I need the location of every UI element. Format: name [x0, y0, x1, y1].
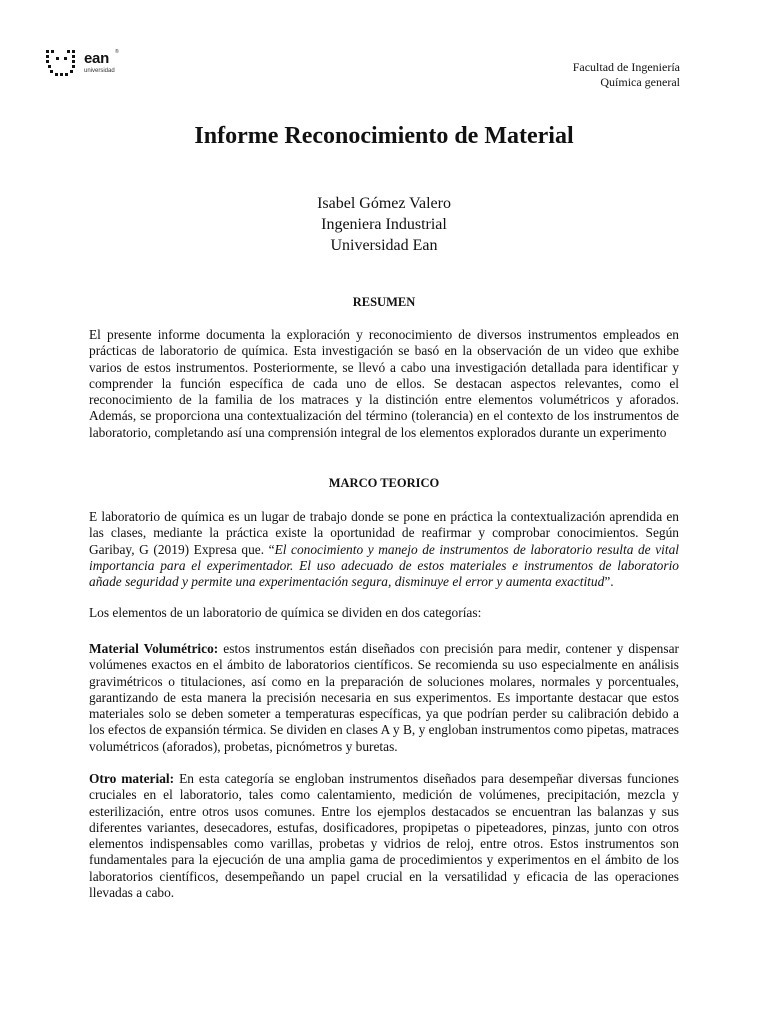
- marco-intro-paragraph: [89, 509, 679, 590]
- author-name: Isabel Gómez Valero: [317, 195, 451, 212]
- marco-intro-end: ”.: [604, 574, 614, 590]
- volumetric-paragraph: [89, 641, 679, 755]
- author-role: Ingeniera Industrial: [321, 216, 447, 233]
- marco-teorico-heading: MARCO TEORICO: [328, 476, 440, 490]
- marco-intro-text: E laboratorio de química es un lugar de trabajo donde se pone en práctica la contextualización aprendida en las clases, mediante la práctica existe la oportunidad de reafirmar y comprobar conocimientos. Según Garibay, G (2019) Expresa que. “: [89, 509, 679, 557]
- volumetric-text: estos instrumentos están diseñados con precisión para medir, contener y dispensar volúmenes exactos en el ámbito de laboratorios científicos. Se recomienda su uso especialmente en análisis gravimétricos o titulaciones, así como en la preparación de soluciones molares, normales y porcentuales, garantizando de esta manera la precisión necesaria en sus experimentos. Es importante destacar que estos materiales solo se deben someter a temperaturas específicas, ya que podrían perder su calibración debido a los efectos de expansión térmica. Se dividen en clases A y B, y engloban instrumentos como pipetas, matraces volumétricos (aforados), probetas, picnómetros y buretas.: [89, 641, 679, 754]
- author-university: Universidad Ean: [330, 237, 438, 254]
- logo-dots-icon: [44, 44, 80, 80]
- course-label: Química general: [600, 75, 680, 89]
- categories-paragraph: Los elementos de un laboratorio de química se dividen en dos categorías:: [89, 605, 482, 620]
- document-header: [573, 60, 680, 90]
- logo-subtitle: universidad: [84, 68, 115, 74]
- marco-intro-quote: El conocimiento y manejo de instrumentos de laboratorio resulta de vital importancia para el experimentador. El uso adecuado de estos materiales e instrumentos de laboratorio añade seguridad y permite una experimentación segura, disminuye el error y aumenta exactitud: [89, 541, 679, 590]
- other-material-label: Otro material:: [89, 771, 175, 786]
- resumen-heading: RESUMEN: [352, 295, 416, 309]
- logo-wordmark: ean: [84, 50, 109, 67]
- resumen-paragraph: El presente informe documenta la exploración y reconocimiento de diversos instrumentos empleados en prácticas de laboratorio de química. Esta investigación se basó en la observación de un video que exhibe varios de estos instrumentos. Posteriormente, se llevó a cabo una investigación detallada para identificar y comprender la función específica de cada uno de ellos. Se destacan aspectos relevantes, como el reconocimiento de la familia de los matraces y la distinción entre elementos volumétricos y aforados. Además, se proporciona una contextualización del término (tolerancia) en el contexto de los instrumentos de laboratorio, completando así una comprensión integral de los elementos explorados durante un experimento: [89, 327, 679, 440]
- logo-registered-mark: ®: [115, 49, 119, 55]
- author-block: [0, 193, 768, 256]
- faculty-label: Facultad de Ingeniería: [572, 60, 680, 74]
- volumetric-label: Material Volumétrico:: [89, 641, 219, 656]
- university-logo: [44, 44, 134, 84]
- other-material-paragraph: [89, 771, 679, 901]
- other-material-text: En esta categoría se engloban instrumentos diseñados para desempeñar diversas funciones cruciales en el laboratorio, tales como calentamiento, medición de volúmenes, precipitación, mezcla y esterilización, entre otros usos comunes. Entre los ejemplos destacados se encuentran las balanzas y sus diferentes variantes, desecadores, estufas, dosificadores, propipetas o pipeteadores, pinzas, junto con otros elementos indispensables como varillas, probetas y vidrios de reloj, entre otros. Estos instrumentos son fundamentales para la ejecución de una amplia gama de procedimientos y experimentos en el ámbito de los laboratorios científicos, desempeñando un papel crucial en la versatilidad y eficacia de las operaciones llevadas a cabo.: [89, 771, 679, 901]
- document-title: Informe Reconocimiento de Material: [194, 123, 574, 149]
